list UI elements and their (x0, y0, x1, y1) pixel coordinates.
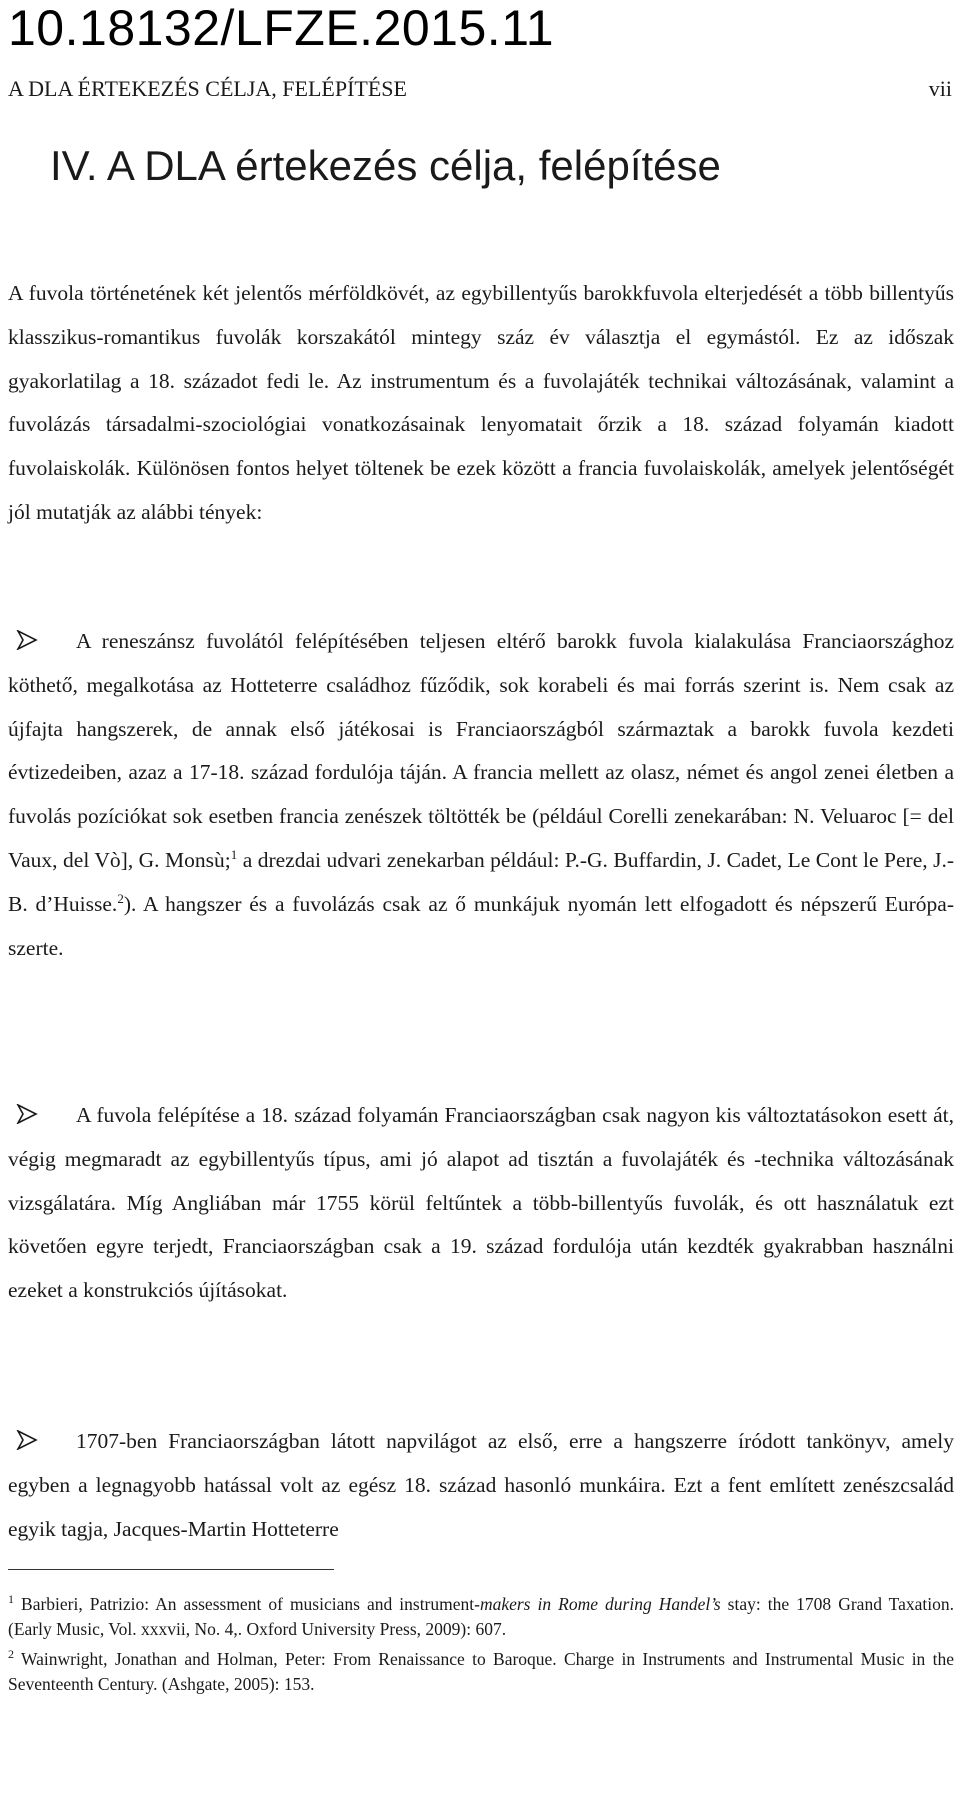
bullet-1-text-b: a drezdai udvari zenekarban például: P.-G. Buffardin, J. Cadet, Le Cont le Pere, J.-B. d’Huisse. (8, 847, 954, 916)
bullet-paragraph-2 (8, 1094, 954, 1313)
running-header-title: A DLA ÉRTEKEZÉS CÉLJA, FELÉPÍTÉSE (8, 76, 407, 101)
footnote-1 (8, 1592, 954, 1642)
footnote-number: 1 (8, 1592, 14, 1607)
arrow-bullet-icon (16, 1094, 52, 1138)
footnote-ref-2[interactable]: 2 (117, 890, 124, 906)
arrow-bullet-icon (16, 620, 52, 664)
page-number: vii (928, 76, 952, 101)
bullet-1-text-a: A reneszánsz fuvolától felépítésében teljesen eltérő barokk fuvola kialakulása Franciaországhoz köthető, megalkotása az Hotteterre családhoz fűződik, sok korabeli és mai forrás szerint is. Nem csak az újfajta hangszerek, de annak első játékosai is Franciaországból származtak a barokk fuvola kezdeti évtizedeiben, azaz a 17-18. század fordulója táján. A francia mellett az olasz, német és angol zenei életben a fuvolás pozíciókat sok esetben francia zenészek töltötték be (például Corelli zenekarában: N. Veluaroc [= del Vaux, del Vò], G. Monsù; (8, 629, 954, 872)
arrow-bullet-icon (16, 1420, 52, 1464)
bullet-1-text-c: ). A hangszer és a fuvolázás csak az ő munkájuk nyomán lett elfogadott és népszerű Európa-szerte. (8, 891, 954, 960)
footnote-number: 2 (8, 1647, 14, 1662)
footnote-ref-1[interactable]: 1 (230, 846, 238, 862)
footnote-2-text: Wainwright, Jonathan and Holman, Peter: From Renaissance to Baroque. Charge in Instruments and Instrumental Music in the Seventeenth Century. (Ashgate, 2005): 153. (8, 1649, 954, 1694)
doi-watermark: 10.18132/LFZE.2015.11 (8, 0, 555, 56)
footnote-2 (8, 1647, 954, 1697)
bullet-paragraph-1 (8, 620, 954, 970)
footnotes (8, 1592, 954, 1702)
footnote-1-text-a: Barbieri, Patrizio: An assessment of musicians and instrument- (21, 1594, 480, 1614)
chapter-title: IV. A DLA értekezés célja, felépítése (50, 142, 721, 189)
footnote-1-text-b: stay: the 1708 Grand Taxation. (Early Music, Vol. xxxvii, No. 4,. Oxford University Press, 2009): 607. (8, 1594, 955, 1639)
intro-paragraph: A fuvola történetének két jelentős mérföldkövét, az egybillentyűs barokkfuvola elterjedését a több billentyűs klasszikus-romantikus fuvolák korszakától mintegy száz év választja el egymástól. Ez az időszak gyakorlatilag a 18. századot fedi le. Az instrumentum és a fuvolajáték technikai változásának, valamint a fuvolázás társadalmi-szociológiai vonatkozásainak lenyomatait őrzik a 18. század folyamán kiadott fuvolaiskolák. Különösen fontos helyet töltenek be ezek között a francia fuvolaiskolák, amelyek jelentőségét jól mutatják az alábbi tények: (8, 281, 954, 524)
footnote-1-text-italic: makers in Rome during Handel’s (479, 1594, 721, 1614)
bullet-2-text: A fuvola felépítése a 18. század folyamán Franciaországban csak nagyon kis változtatásokon esett át, végig megmaradt az egybillentyűs típus, ami jó alapot ad tisztán a fuvolajáték és -technika változásának vizsgálatára. Míg Angliában már 1755 körül feltűntek a több-billentyűs fuvolák, és ott használatuk ezt követően egyre terjedt, Franciaországban csak a 19. század fordulója után kezdték gyakrabban használni ezeket a konstrukciós újításokat. (8, 1103, 954, 1303)
footnote-separator (8, 1569, 334, 1570)
bullet-3-text: 1707-ben Franciaországban látott napvilágot az első, erre a hangszerre íródott tankönyv, amely egyben a legnagyobb hatással volt az egész 18. század hasonló munkáira. Ezt a fent említett zenészcsalád egyik tagja, Jacques-Martin Hotteterre (8, 1429, 954, 1541)
bullet-paragraph-3 (8, 1420, 954, 1551)
